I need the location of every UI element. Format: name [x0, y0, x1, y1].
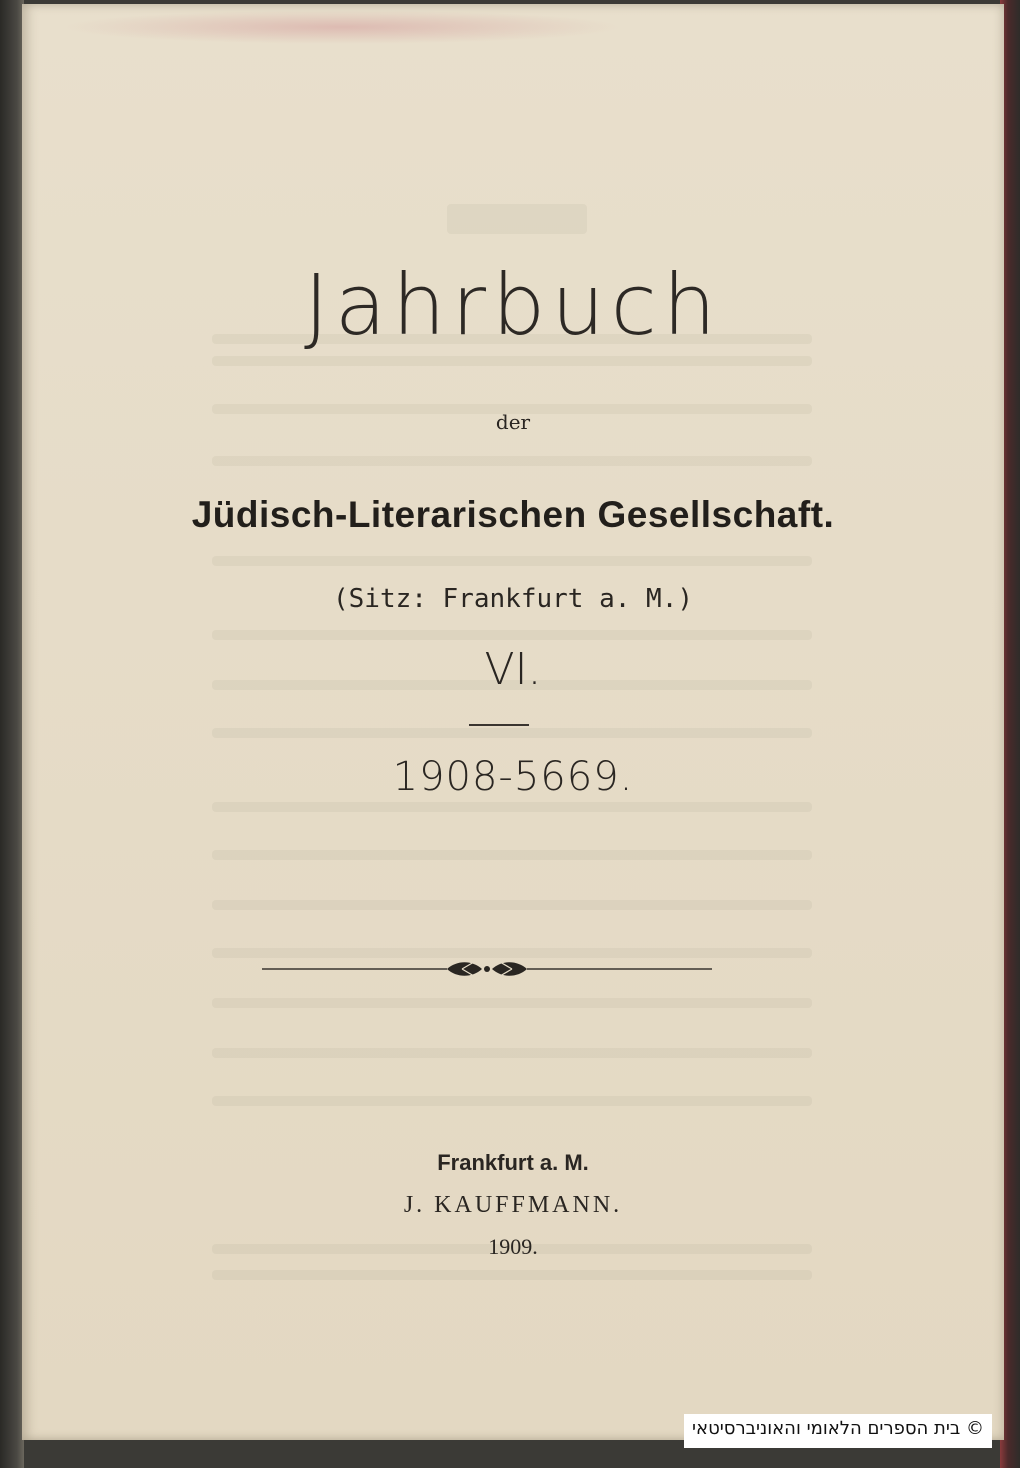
show-through-line: [212, 1048, 812, 1058]
fleuron-ornament-icon: [262, 956, 712, 982]
book-title: Jahrbuch: [303, 256, 722, 354]
library-copyright-watermark: © בית הספרים הלאומי והאוניברסיטאי: [684, 1414, 992, 1448]
society-name: Jüdisch-Literarischen Gesellschaft.: [191, 494, 835, 535]
publication-year: 1909.: [488, 1234, 538, 1259]
show-through-line: [212, 998, 812, 1008]
publisher-name: J. KAUFFMANN.: [403, 1192, 623, 1218]
title-page: [22, 4, 1004, 1440]
volume-number: VI.: [484, 644, 542, 695]
publication-years: 1908-5669.: [392, 754, 634, 800]
show-through-line: [212, 802, 812, 812]
paper-stain: [62, 10, 622, 44]
show-through-line: [212, 456, 812, 466]
show-through-line: [212, 1096, 812, 1106]
show-through-line: [212, 630, 812, 640]
short-rule-divider: [469, 724, 529, 726]
show-through-line: [212, 1270, 812, 1280]
show-through-line: [212, 850, 812, 860]
book-binding-left: [0, 0, 24, 1468]
publication-place: Frankfurt a. M.: [437, 1150, 589, 1175]
show-through-line: [212, 728, 812, 738]
show-through-line: [212, 900, 812, 910]
show-through-heading: [447, 204, 587, 234]
title-connector: der: [495, 410, 531, 434]
show-through-line: [212, 556, 812, 566]
show-through-line: [212, 356, 812, 366]
society-seat: (Sitz: Frankfurt a. M.): [332, 584, 694, 614]
